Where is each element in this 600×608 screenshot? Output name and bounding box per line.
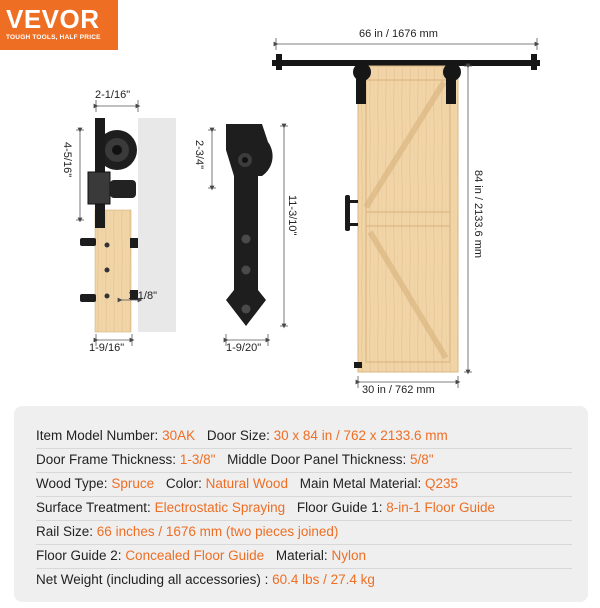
spec-label: Surface Treatment: [36, 500, 151, 515]
spec-label: Material: [275, 548, 328, 563]
spec-value: Natural Wood [205, 476, 288, 491]
barn-door-assembly [272, 54, 540, 372]
spec-label: Main Metal Material: [299, 476, 422, 491]
sliding-rail [272, 60, 540, 66]
hanger-strap-front-view [226, 124, 273, 326]
dim-hanger-top-width: 2-1/16" [95, 89, 131, 101]
dim-hanger-side-offset: 1-1/8" [128, 290, 157, 302]
spec-label: Item Model Number: [36, 428, 159, 443]
spec-row [36, 544, 572, 569]
spec-value: 1-3/8" [179, 452, 216, 467]
spec-value: 8-in-1 Floor Guide [386, 500, 496, 515]
spec-label: Door Size: [206, 428, 270, 443]
spec-value: Nylon [331, 548, 366, 563]
dim-door-width: 30 in / 762 mm [362, 384, 435, 396]
dim-rail-width: 66 in / 1676 mm [359, 28, 438, 40]
spec-label: Door Frame Thickness: [36, 452, 177, 467]
spec-label: Rail Size: [36, 524, 94, 539]
spec-value: Concealed Floor Guide [125, 548, 265, 563]
spec-label: Wood Type: [36, 476, 108, 491]
spec-value: Spruce [111, 476, 155, 491]
spec-label: Net Weight (including all accessories) : [36, 572, 269, 587]
spec-value: Q235 [425, 476, 459, 491]
spec-row [36, 496, 572, 521]
door-thickness-block [95, 210, 131, 332]
spec-label: Floor Guide 1: [296, 500, 383, 515]
spec-label: Middle Door Panel Thickness: [227, 452, 407, 467]
anti-jump-block [88, 172, 110, 204]
spec-row [36, 520, 572, 545]
dim-hanger-height: 4-5/16" [61, 142, 73, 178]
spec-row [36, 448, 572, 473]
spec-row [36, 568, 572, 592]
dim-hanger-bottom-width: 1-9/16" [89, 342, 125, 354]
spec-value: 66 inches / 1676 mm (two pieces joined) [96, 524, 339, 539]
spec-label: Color: [165, 476, 202, 491]
spec-row [36, 472, 572, 497]
spec-panel [14, 406, 588, 602]
spec-value: 5/8" [410, 452, 434, 467]
dim-door-height: 84 in / 2133.6 mm [472, 170, 484, 259]
dim-strap-length: 11-3/10" [286, 195, 298, 236]
spec-value: 30AK [162, 428, 196, 443]
spec-value: 30 x 84 in / 762 x 2133.6 mm [273, 428, 448, 443]
spec-value: Electrostatic Spraying [154, 500, 286, 515]
barn-door [358, 66, 458, 372]
spec-label: Floor Guide 2: [36, 548, 122, 563]
spec-row [36, 424, 572, 449]
brand-tagline: TOUGH TOOLS, HALF PRICE [6, 34, 101, 41]
dim-strap-width: 1-9/20" [226, 342, 262, 354]
brand-name: VEVOR [6, 4, 100, 34]
dim-strap-wheel: 2-3/4" [193, 140, 205, 169]
spec-value: 60.4 lbs / 27.4 kg [272, 572, 375, 587]
hanger-strap [226, 124, 273, 326]
